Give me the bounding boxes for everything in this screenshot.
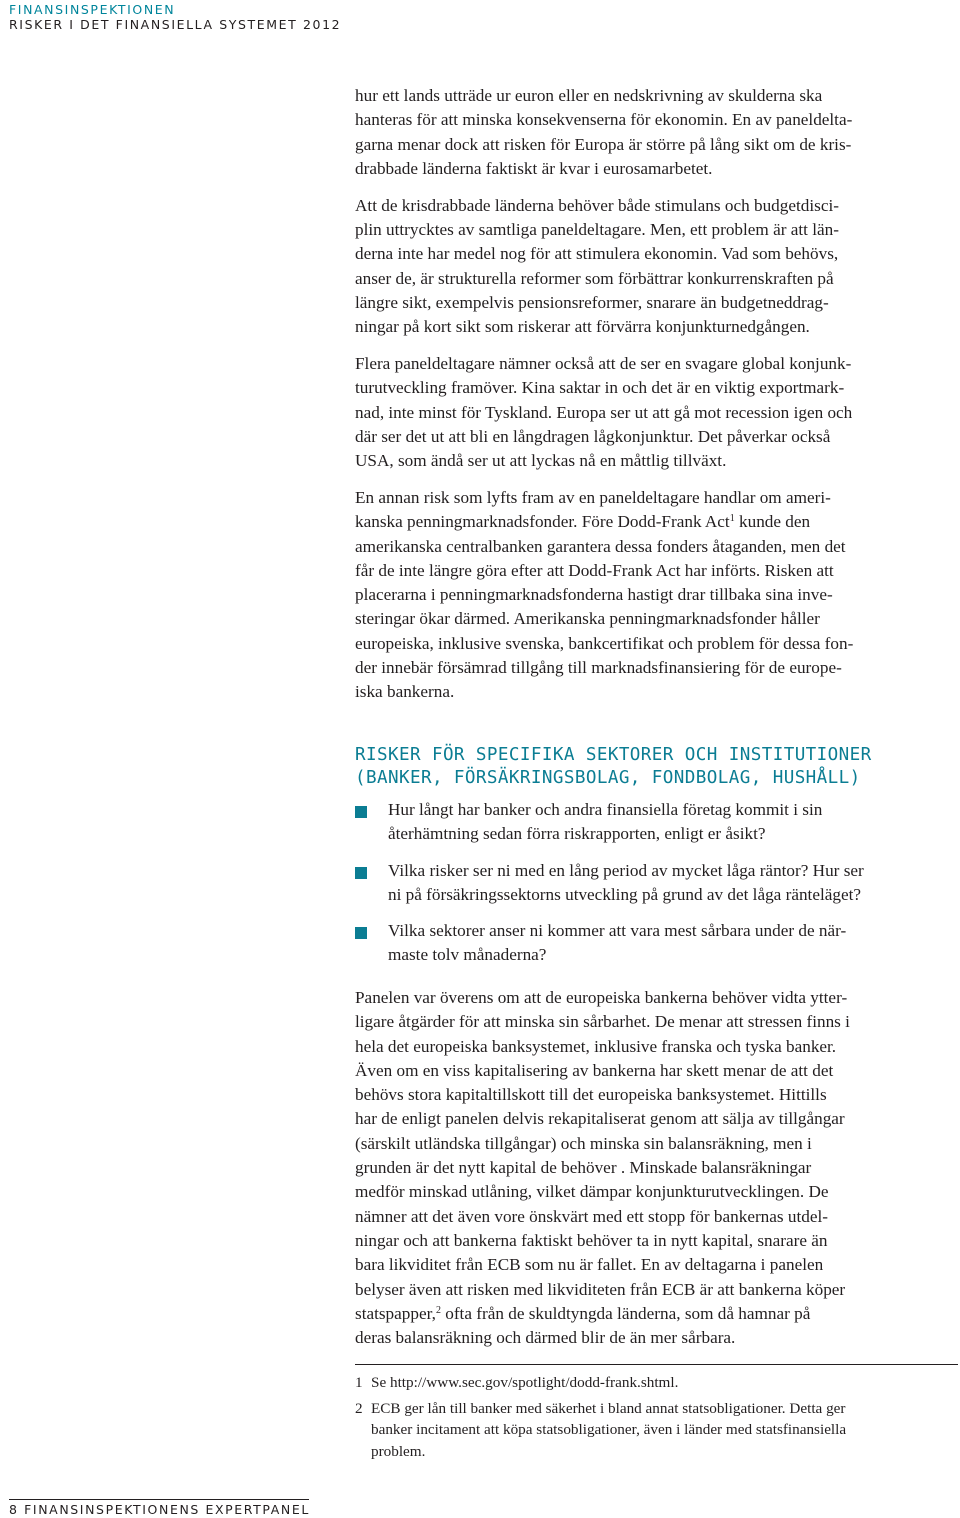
paragraph-mmf-before: En annan risk som lyfts fram av en paneldeltagare handlar om ameri- kanska penningmarknadsfonder. Före Dodd-Frank Act	[355, 487, 831, 532]
text-line: USA, som ändå ser ut att lyckas nå en måttlig tillväxt.	[355, 451, 727, 471]
square-bullet-icon	[355, 927, 367, 939]
footnote-number: 2	[355, 1399, 363, 1417]
text-line: garna menar dock att risken för Europa är större på lång sikt om de kris-	[355, 134, 852, 154]
footnote-item	[355, 1398, 957, 1463]
question-item	[355, 798, 957, 847]
body-text-banks	[355, 986, 957, 1363]
footnote-ref-2[interactable]: 2	[435, 1304, 441, 1316]
text-line: där ser det ut att bli en långdragen lågkonjunktur. Det påverkar också	[355, 426, 831, 446]
square-bullet-icon	[355, 806, 367, 818]
paragraph-mmf	[355, 486, 957, 705]
body-text-top	[355, 84, 957, 717]
footnote-divider	[355, 1364, 958, 1365]
text-line: nad, inte minst för Tyskland. Europa ser ut att gå mot recession igen och	[355, 402, 853, 422]
footnote-text: Se http://www.sec.gov/spotlight/dodd-frank.shtml.	[371, 1374, 679, 1391]
text-line: Flera paneldeltagare nämner också att de ser en svagare global konjunk-	[355, 353, 852, 373]
footnote-ref-1[interactable]: 1	[729, 513, 735, 525]
section-heading	[355, 744, 957, 790]
footer-rule	[9, 1499, 309, 1500]
question-text: Hur långt har banker och andra finansiella företag kommit i sin återhämtning sedan förra riskrapporten, enligt er åsikt?	[388, 800, 823, 844]
square-bullet-icon	[355, 867, 367, 879]
page-number: 8	[9, 1502, 19, 1517]
question-list	[355, 798, 957, 980]
text-line: hur ett lands utträde ur euron eller en nedskrivning av skulderna ska	[355, 86, 823, 105]
text-line: Att de krisdrabbade länderna behöver både stimulans och budgetdisci-	[355, 195, 839, 215]
question-item	[355, 919, 957, 968]
footnote-item	[355, 1372, 957, 1394]
footnote-number: 1	[355, 1374, 363, 1391]
text-line: hanteras för att minska konsekvenserna för ekonomin. En av paneldelta-	[355, 110, 853, 130]
header-org: FINANSINSPEKTIONEN	[9, 2, 176, 17]
text-line: anser de, är strukturella reformer som förbättrar konkurrenskraften på	[355, 268, 834, 288]
paragraph-3	[355, 352, 957, 473]
footer-title: FINANSINSPEKTIONENS EXPERTPANEL	[24, 1502, 310, 1517]
question-text: Vilka risker ser ni med en lång period av mycket låga räntor? Hur ser ni på försäkringssektorns utveckling på grund av det låga ränteläget?	[388, 860, 864, 904]
paragraph-banks	[355, 986, 957, 1350]
paragraph-mmf-after: kunde den amerikanska centralbanken garantera dessa fonders åtaganden, men det får de inte längre göra efter att Dodd-Frank Act har införts. Risken att placerarna i penningmarknadsfonderna hastigt drar tillbaka sina inve- steringar ökar därmed. Amerikanska penningmarknadsfonder håller europeiska, inklusive svenska, bankcertifikat och problem för dessa fon- der innebär försämrad tillgång till marknadsfinansiering för de europe- iska bankerna.	[355, 512, 854, 702]
text-line: ningar på kort sikt som riskerar att förvärra konjunkturnedgången.	[355, 317, 810, 337]
question-text: Vilka sektorer anser ni kommer att vara mest sårbara under de när- maste tolv månaderna?	[388, 921, 847, 965]
paragraph-1	[355, 84, 957, 181]
paragraph-banks-before: Panelen var överens om att de europeiska bankerna behöver vidta ytter- ligare åtgärder för att minska sin sårbarhet. De menar att stressen finns i hela det europeiska banksystemet, inklusive franska och tyska banker. Även om en viss kapitalisering av bankerna har skett menar de att det behövs stora kapitaltillskott till det europeiska banksystemet. Hittills har de enligt panelen delvis rekapitaliserat genom att sälja av tillgångar (särskilt utländska tillgångar) och minska sin balansräkning, men i grunden är det nytt kapital de behöver . Minskade balansräkningar medför minskad utlåning, vilket dämpar konjunkturutvecklingen. De nämner att det även vore önskvärt med ett stopp för bankernas utdel- ningar och att bankerna faktiskt behöver ta in nytt kapital, snarare än bara likviditet från ECB som nu är fallet. En av deltagarna i panelen belyser även att risken med likviditeten från ECB är att bankerna köper statspapper,	[355, 988, 850, 1323]
header-report-title: RISKER I DET FINANSIELLA SYSTEMET 2012	[9, 17, 342, 32]
text-line: turutveckling framöver. Kina saktar in och det är en viktig exportmark-	[355, 378, 845, 398]
paragraph-banks-after: ofta från de skuldtyngda länderna, som då hamnar på deras balansräkning och därmed blir de än mer sårbara.	[355, 1303, 811, 1348]
footer	[9, 1502, 310, 1517]
text-line: längre sikt, exempelvis pensionsreformer, snarare än budgetneddrag-	[355, 292, 829, 312]
paragraph-2	[355, 194, 957, 340]
question-item	[355, 859, 957, 908]
text-line: derna inte har medel nog för att stimulera ekonomin. Vad som behövs,	[355, 244, 839, 264]
footnote-text: ECB ger lån till banker med säkerhet i bland annat statsobligationer. Detta ger banker incitament att köpa statsobligationer, även i länder med statsfinansiella problem.	[371, 1399, 847, 1460]
text-line: drabbade länderna faktiskt är kvar i eurosamarbetet.	[355, 158, 713, 178]
text-line: plin uttrycktes av samtliga paneldeltagare. Men, ett problem är att län-	[355, 219, 839, 239]
section-heading-line-1: RISKER FÖR SPECIFIKA SEKTORER OCH INSTITUTIONER	[355, 745, 872, 765]
footnotes	[355, 1372, 957, 1466]
section-heading-line-2: (BANKER, FÖRSÄKRINGSBOLAG, FONDBOLAG, HUSHÅLL)	[355, 768, 861, 788]
